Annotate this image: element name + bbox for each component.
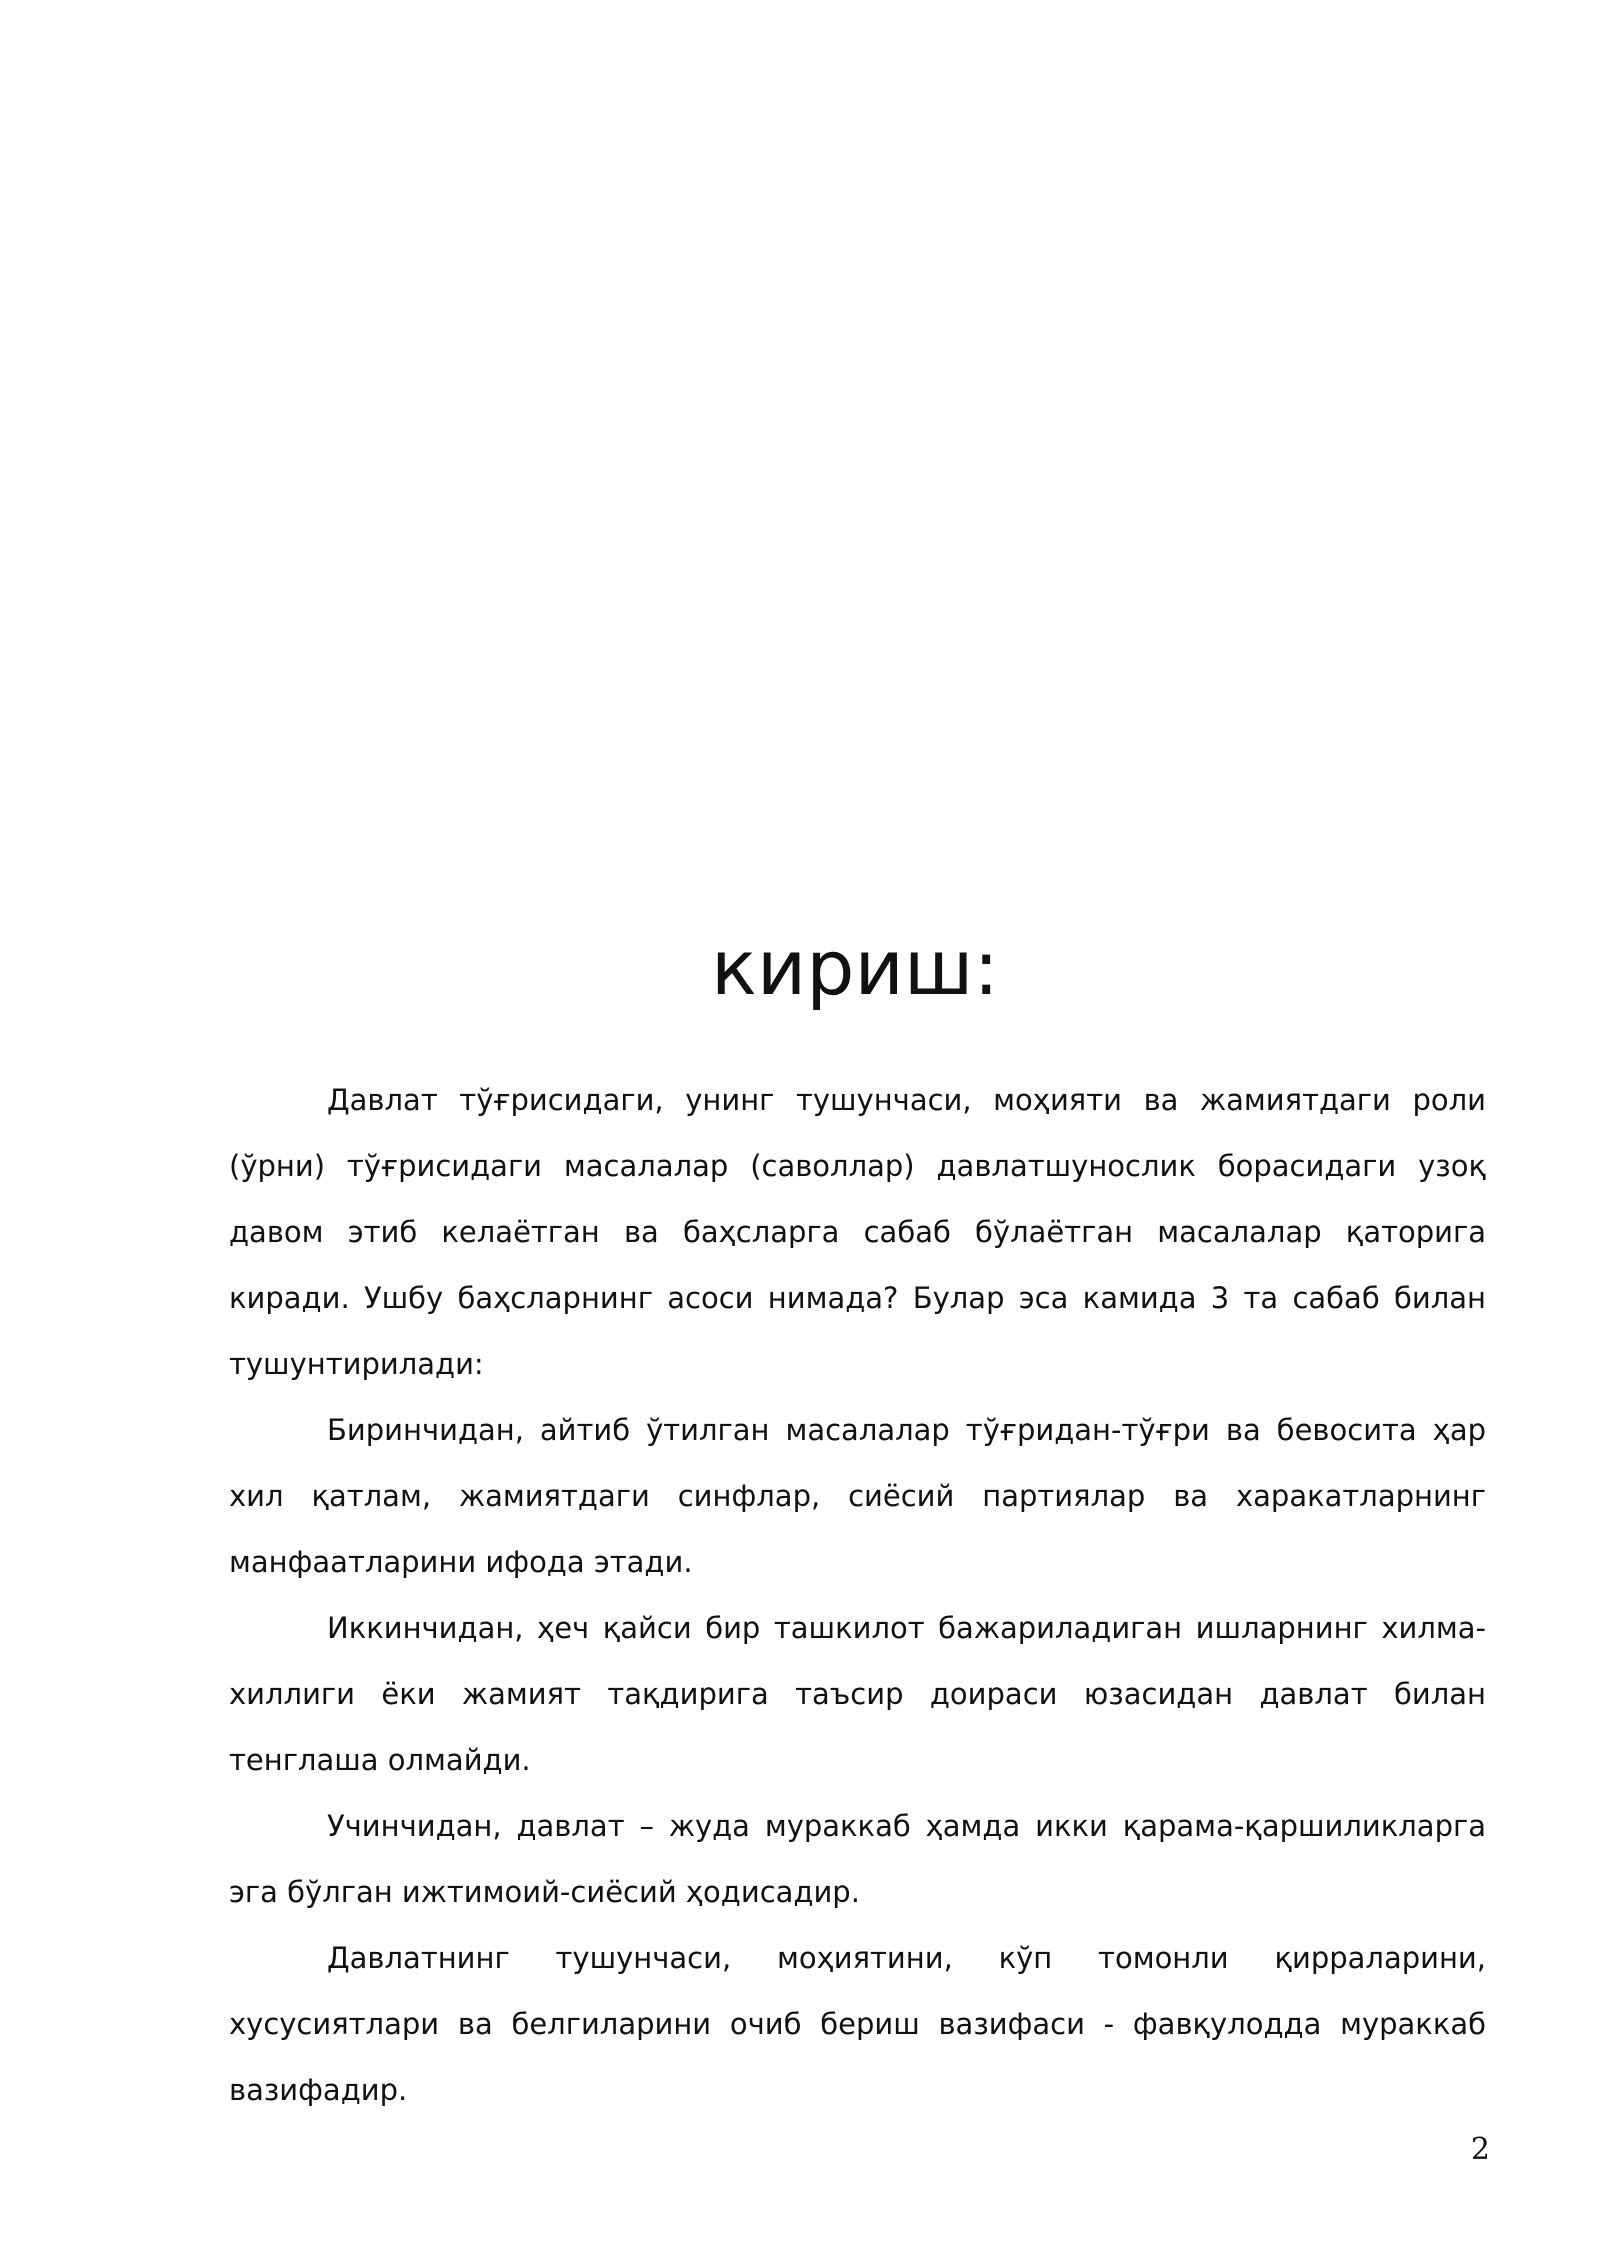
paragraph-4: Учинчидан, давлат – жуда мураккаб ҳамда икки қарама-қаршиликларга эга бўлган ижтимоий-сиёсий ҳодисадир. [229, 1809, 1486, 1909]
page-number: 2 [1470, 2132, 1490, 2167]
body-text [229, 1067, 1486, 2123]
paragraph-1: Давлат тўғрисидаги, унинг тушунчаси, моҳияти ва жамиятдаги роли (ўрни) тўғрисидаги масалалар (саволлар) давлатшунослик борасидаги узоқ давом этиб келаётган ва баҳсларга сабаб бўлаётган масалалар қаторига киради. Ушбу баҳсларнинг асоси нимада? Булар эса камида 3 та сабаб билан тушунтирилади: [229, 1083, 1486, 1381]
paragraph-3: Иккинчидан, ҳеч қайси бир ташкилот бажариладиган ишларнинг хилма-хиллиги ёки жамият тақдирига таъсир доираси юзасидан давлат билан тенглаша олмайди. [229, 1611, 1486, 1777]
section-heading: кириш: [710, 923, 1000, 1012]
paragraph-5: Давлатнинг тушунчаси, моҳиятини, кўп томонли қирраларини, хусусиятлари ва белгиларини очиб бериш вазифаси - фавқулодда мураккаб вазифадир. [229, 1941, 1486, 2107]
paragraph-2: Биринчидан, айтиб ўтилган масалалар тўғридан-тўғри ва бевосита ҳар хил қатлам, жамиятдаги синфлар, сиёсий партиялар ва харакатларнинг манфаатларини ифода этади. [229, 1413, 1486, 1579]
